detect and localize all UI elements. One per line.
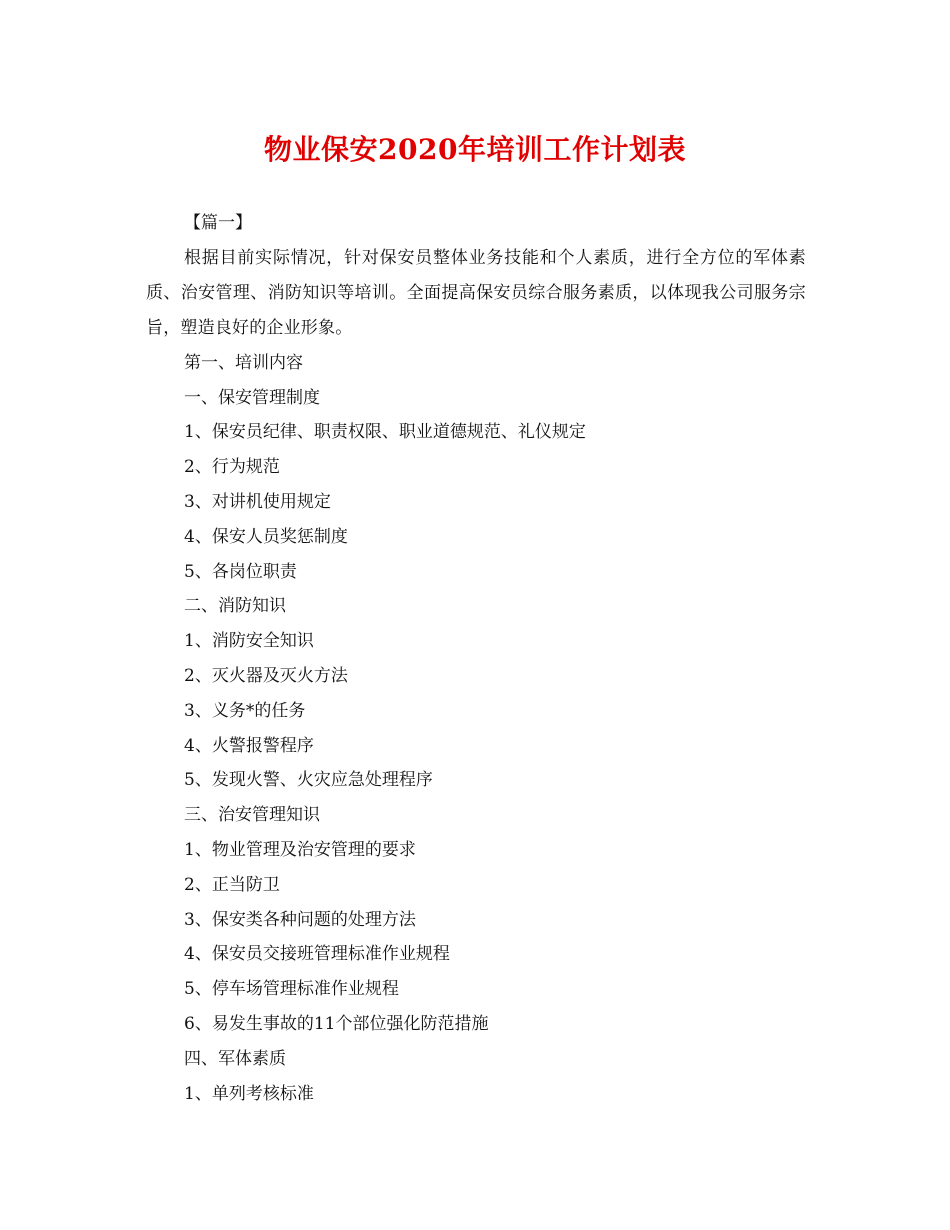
outline-line: 二、消防知识 bbox=[184, 596, 286, 617]
outline-line: 一、保安管理制度 bbox=[184, 387, 320, 408]
outline-line: 2、行为规范 bbox=[184, 457, 280, 478]
document-title: 物业保安2020年培训工作计划表 bbox=[264, 133, 686, 166]
document-body bbox=[146, 206, 806, 1111]
outline-line: 1、消防安全知识 bbox=[184, 631, 314, 652]
outline-line: 1、保安员纪律、职责权限、职业道德规范、礼仪规定 bbox=[184, 422, 586, 443]
outline-line: 4、保安员交接班管理标准作业规程 bbox=[184, 944, 450, 965]
outline-list bbox=[146, 346, 806, 1112]
outline-line: 2、正当防卫 bbox=[184, 874, 280, 895]
outline-line: 5、发现火警、火灾应急处理程序 bbox=[184, 770, 433, 791]
outline-line: 5、各岗位职责 bbox=[184, 561, 297, 582]
outline-line: 三、治安管理知识 bbox=[184, 805, 320, 826]
outline-line: 1、物业管理及治安管理的要求 bbox=[184, 839, 416, 860]
outline-line: 5、停车场管理标准作业规程 bbox=[184, 979, 399, 1000]
outline-line: 3、对讲机使用规定 bbox=[184, 491, 331, 512]
outline-line: 第一、培训内容 bbox=[184, 352, 303, 373]
outline-line: 4、火警报警程序 bbox=[184, 735, 314, 756]
outline-line: 1、单列考核标准 bbox=[184, 1083, 314, 1104]
section-tag: 【篇一】 bbox=[184, 213, 252, 233]
outline-line: 2、灭火器及灭火方法 bbox=[184, 665, 348, 686]
outline-line: 四、军体素质 bbox=[184, 1048, 286, 1069]
outline-line: 3、保安类各种问题的处理方法 bbox=[184, 909, 416, 930]
outline-line: 4、保安人员奖惩制度 bbox=[184, 526, 348, 547]
intro-paragraph: 根据目前实际情况，针对保安员整体业务技能和个人素质，进行全方位的军体素质、治安管理、消防知识等培训。全面提高保安员综合服务素质，以体现我公司服务宗旨，塑造良好的企业形象。 bbox=[146, 247, 806, 338]
outline-line: 6、易发生事故的11个部位强化防范措施 bbox=[184, 1013, 489, 1034]
outline-line: 3、义务*的任务 bbox=[184, 700, 306, 721]
